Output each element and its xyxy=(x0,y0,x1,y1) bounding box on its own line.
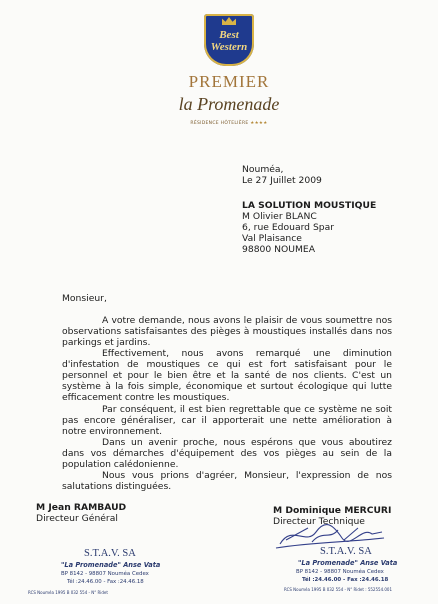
signatory-right-name: M Dominique MERCURI xyxy=(273,505,392,516)
stamp-phone: Tél :24.46.00 - Fax :24.46.18 xyxy=(302,577,389,583)
stamp-hotel: "La Promenade" Anse Vata xyxy=(298,559,398,567)
body-paragraph-4 xyxy=(62,437,392,470)
logo-brand-top: Best xyxy=(219,29,239,41)
stamp-rcs: RCS Nouméa 1995 B 032 554 - N° Ridet xyxy=(28,590,108,595)
body-paragraph-5 xyxy=(62,470,392,492)
letterhead-premier: PREMIER xyxy=(188,72,270,91)
recipient-street: 6, rue Edouard Spar xyxy=(242,222,335,233)
stamp-address: BP 8142 - 98807 Nouméa Cedex xyxy=(61,571,149,577)
body-paragraph-3 xyxy=(62,404,392,437)
stamp-company: S.T.A.V. SA xyxy=(320,546,372,557)
paragraph-text: Dans un avenir proche, nous espérons que vous aboutirez dans vos démarches d'équipement des vos pièges au sein de la population calédonienne. xyxy=(62,437,392,470)
paragraph-text: A votre demande, nous avons le plaisir de vous soumettre nos observations satisfaisantes des pièges à moustiques installés dans nos parkings et jardins. xyxy=(62,315,392,348)
place-city: Nouméa, xyxy=(242,164,284,175)
stamp-address: BP 8142 - 98807 Nouméa Cedex xyxy=(296,569,384,575)
recipient-contact: M Olivier BLANC xyxy=(242,211,317,222)
letter-date: Le 27 Juillet 2009 xyxy=(242,175,322,186)
stamp-hotel: "La Promenade" Anse Vata xyxy=(61,561,161,569)
body-paragraph-1 xyxy=(62,315,392,348)
stamp-company: S.T.A.V. SA xyxy=(84,548,136,559)
signatory-left-title: Directeur Général xyxy=(36,513,118,524)
paragraph-text: Par conséquent, il est bien regrettable que ce système ne soit pas encore généraliser, car il apporterait une nette amélioration à notre environnement. xyxy=(62,404,392,437)
recipient-company: LA SOLUTION MOUSTIQUE xyxy=(242,200,377,211)
logo-brand-bottom: Western xyxy=(210,41,248,53)
letterhead-name: la Promenade xyxy=(178,94,280,114)
tagline-text: RÉSIDENCE HÔTELIÈRE xyxy=(190,121,249,126)
salutation: Monsieur, xyxy=(62,293,107,304)
signatory-right-title: Directeur Technique xyxy=(273,516,365,527)
recipient-postal: 98800 NOUMEA xyxy=(242,244,315,255)
signatory-left-name: M Jean RAMBAUD xyxy=(36,502,127,513)
body-paragraph-2 xyxy=(62,348,392,403)
paragraph-text: Nous vous prions d'agréer, Monsieur, l'expression de nos salutations distinguées. xyxy=(62,470,392,492)
paragraph-text: Effectivement, nous avons remarqué une diminution d'infestation de moustiques ce qui est fort satisfaisant pour le personnel et pour le bien être et la santé de nos clients. C'est un système à la fois simple, économique et surtout écologique qui lutte efficacement contre les moustiques. xyxy=(62,348,392,403)
recipient-area: Val Plaisance xyxy=(242,233,302,244)
letterhead-tagline xyxy=(140,121,318,126)
stamp-phone: Tél :24.46.00 - Fax :24.46.18 xyxy=(67,579,144,585)
star-rating-icon: ★★★★ xyxy=(250,121,268,126)
stamp-rcs: RCS Nouméa 1995 B 032 554 - N° Ridet : 552554.001 xyxy=(284,587,393,592)
